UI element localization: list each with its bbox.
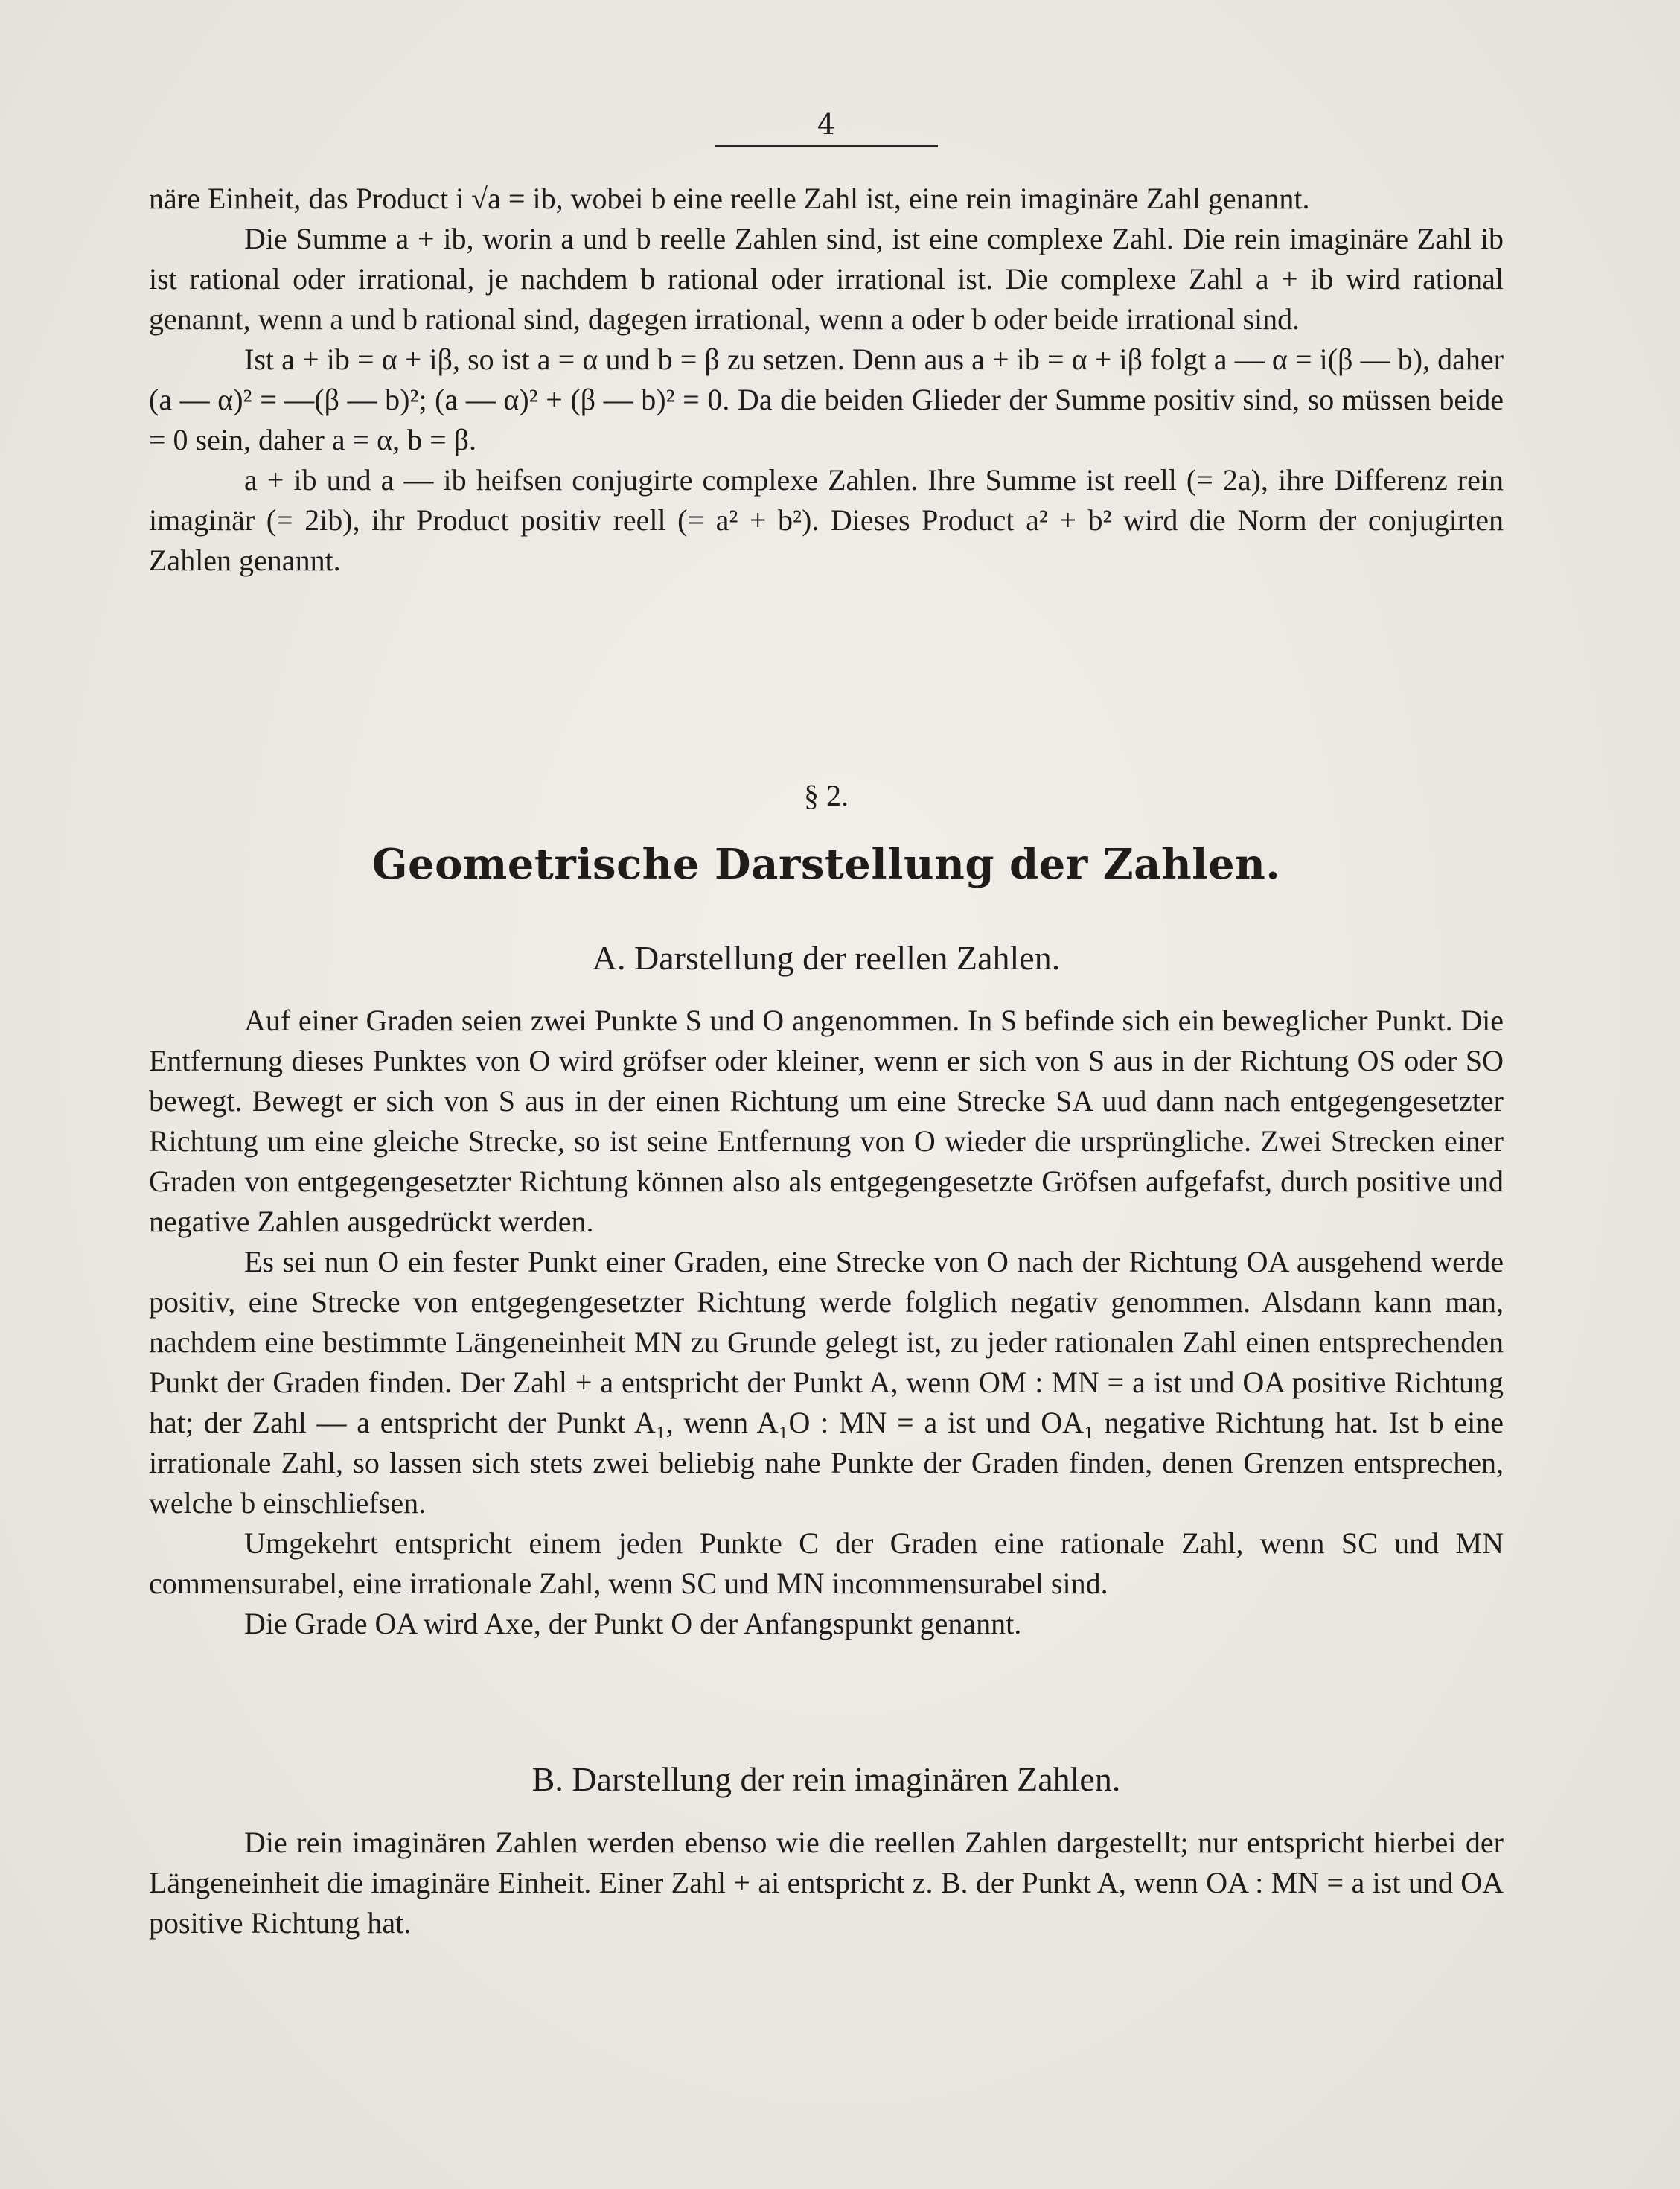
paragraph-converse: Umgekehrt entspricht einem jeden Punkte C der Graden eine rationale Zahl, wenn SC und MN commensurabel, eine irrationale Zahl, wenn SC und MN incommensurabel sind. — [149, 1526, 1504, 1600]
top-text-block — [149, 179, 1504, 581]
subsection-b-body — [149, 1823, 1504, 1943]
section-number: § 2. — [804, 779, 849, 812]
paragraph-imaginary-unit: näre Einheit, das Product i √a = ib, wobei b eine reelle Zahl ist, eine rein imaginäre Zahl genannt. — [149, 182, 1310, 215]
subsection-a-heading: A. Darstellung der reellen Zahlen. — [592, 939, 1061, 977]
section-title: Geometrische Darstellung der Zahlen. — [371, 840, 1281, 889]
paragraph-axis: Die Grade OA wird Axe, der Punkt O der Anfangspunkt genannt. — [244, 1607, 1022, 1640]
paragraph-imaginary-representation: Die rein imaginären Zahlen werden ebenso wie die reellen Zahlen dargestellt; nur entspricht hierbei der Längeneinheit die imaginäre Einheit. Einer Zahl + ai entspricht z. B. der Punkt A, wenn OA : MN = a ist und OA positive Richtung hat. — [149, 1826, 1504, 1940]
page-number: 4 — [817, 108, 836, 141]
paragraph-moving-point: Auf einer Graden seien zwei Punkte S und O angenommen. In S befinde sich ein beweglicher Punkt. Die Entfernung dieses Punktes von O wird gröfser oder kleiner, wenn er sich von S aus in der Richtung OS oder SO bewegt. Bewegt er sich von S aus in der einen Richtung um eine Strecke SA uud dann nach entgegengesetzter Richtung um eine gleiche Strecke, so ist seine Entfernung von O wieder die ursprüngliche. Zwei Strecken einer Graden von entgegengesetzter Richtung können also als entgegengesetzte Gröfsen aufgefafst, durch positive und negative Zahlen ausgedrückt werden. — [149, 1004, 1504, 1238]
subsection-a-body — [149, 1001, 1504, 1644]
paragraph-equality: Ist a + ib = α + iβ, so ist a = α und b = β zu setzen. Denn aus a + ib = α + iβ folgt a — α = i(β — b), daher (a — α)² = —(β — b)²; (a — α)² + (β — b)² = 0. Da die beiden Glieder der Summe positiv sind, so müssen beide = 0 sein, daher a = α, b = β. — [149, 342, 1504, 456]
paragraph-complex-number: Die Summe a + ib, worin a und b reelle Zahlen sind, ist eine complexe Zahl. Die rein imaginäre Zahl ib ist rational oder irrational, je nachdem b rational oder irrational ist. Die complexe Zahl a + ib wird rational genannt, wenn a und b rational sind, dagegen irrational, wenn a oder b oder beide irrational sind. — [149, 222, 1504, 336]
paragraph-fixed-point: Es sei nun O ein fester Punkt einer Graden, eine Strecke von O nach der Richtung OA ausgehend werde positiv, eine Strecke von entgegengesetzter Richtung werde folglich negativ genommen. Alsdann kann man, nachdem eine bestimmte Längeneinheit MN zu Grunde gelegt ist, zu jeder rationalen Zahl einen entsprechenden Punkt der Graden finden. Der Zahl + a entspricht der Punkt A, wenn OM : MN = a ist und OA positive Richtung hat; der Zahl — a entspricht der Punkt A₁, wenn A₁O : MN = a ist und OA₁ negative Richtung hat. Ist b eine irrationale Zahl, so lassen sich stets zwei beliebig nahe Punkte der Graden finden, denen Grenzen entsprechen, welche b einschliefsen. — [149, 1245, 1504, 1520]
paragraph-conjugate: a + ib und a — ib heifsen conjugirte complexe Zahlen. Ihre Summe ist reell (= 2a), ihre Differenz rein imaginär (= 2ib), ihr Product positiv reell (= a² + b²). Dieses Product a² + b² wird die Norm der conjugirten Zahlen genannt. — [149, 463, 1504, 577]
header-rule — [715, 145, 938, 147]
subsection-b-heading: B. Darstellung der rein imaginären Zahlen. — [531, 1760, 1121, 1798]
